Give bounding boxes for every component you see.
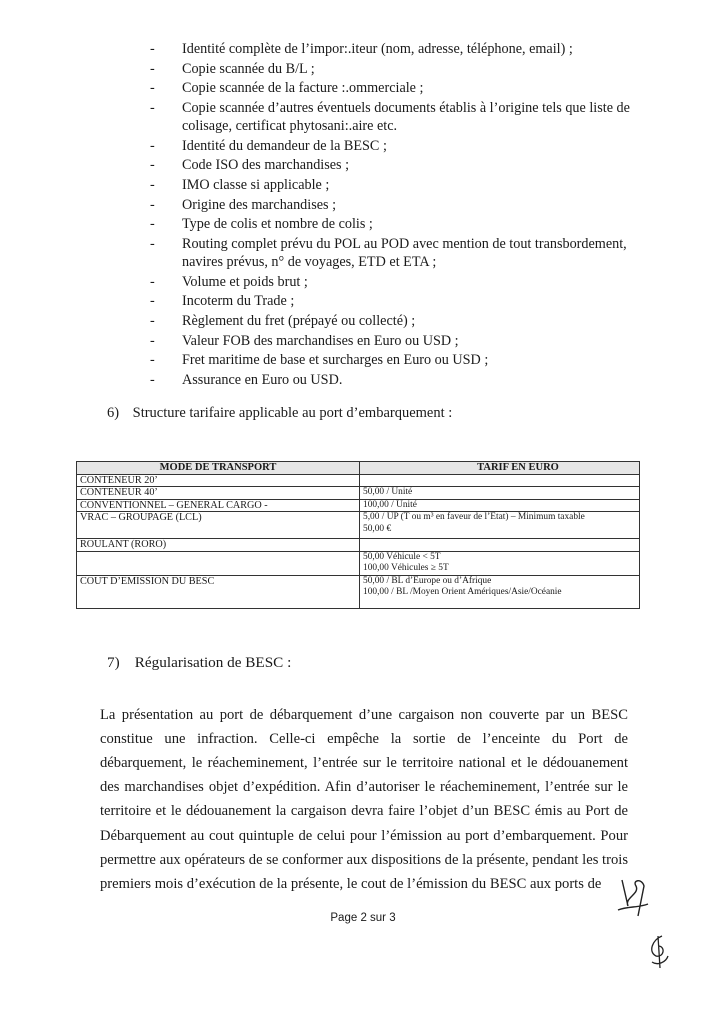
table-cell-tarif: 100,00 / Unité [360, 499, 640, 512]
list-item-text: Identité du demandeur de la BESC ; [182, 137, 387, 154]
bullet-dash: - [150, 235, 155, 252]
table-cell-tarif [360, 474, 640, 487]
table-cell-tarif: 50,00 Véhicule < 5T 100,00 Véhicules ≥ 5T [360, 551, 640, 575]
table-row [77, 499, 640, 512]
bullet-dash: - [150, 332, 155, 349]
table-row [77, 575, 640, 608]
list-item [150, 137, 650, 157]
bullet-dash: - [150, 273, 155, 290]
bullet-dash: - [150, 41, 155, 57]
table-cell-mode: COUT D’EMISSION DU BESC [77, 575, 360, 608]
list-item-text: Origine des marchandises ; [182, 196, 337, 213]
tariff-table-header [77, 462, 640, 475]
table-row [77, 551, 640, 575]
list-item-text: Volume et poids brut ; [182, 273, 308, 290]
list-item-text: Routing complet prévu du POL au POD avec mention de tout transbordement, navires prévus, n° de voyages, ETD et ETA ; [182, 235, 627, 270]
list-item-text: Valeur FOB des marchandises en Euro ou USD ; [182, 332, 459, 349]
section-7-title: Régularisation de BESC : [134, 654, 292, 671]
table-cell-tarif: 50,00 / BL d’Europe ou d’Afrique 100,00 / BL /Moyen Orient Amériques/Asie/Océanie [360, 575, 640, 608]
list-item-text: Code ISO des marchandises ; [182, 157, 350, 174]
list-item-text: Incoterm du Trade ; [182, 293, 295, 310]
table-row [77, 487, 640, 500]
list-item-text: Fret maritime de base et surcharges en Euro ou USD ; [182, 352, 489, 369]
table-cell-tarif: 5,00 / UP (T ou m³ en faveur de l’Etat) – Minimum taxable 50,00 € [360, 512, 640, 539]
list-item [150, 176, 650, 196]
table-cell-mode: CONTENEUR 20’ [77, 474, 360, 487]
table-cell-tarif [360, 539, 640, 552]
regularisation-paragraph: La présentation au port de débarquement d’une cargaison non couverte par un BESC constitue une infraction. Celle-ci empêche la sortie de l’enceinte du Port de débarquement, le réacheminement, l’entrée sur le territoire national et le dédouanement des marchandises objet d’expédition. Afin d’autoriser le réacheminement, l’entrée sur le territoire et le dédouanement la cargaison devra faire l’objet d’un BESC émis au Port de Débarquement au cout quintuple de celui pour l’émission au port d’embarquement. Pour permettre aux opérateurs de se conformer aux dispositions de la présente, pendant les trois premiers mois d’exécution de la présente, le cout de l’émission du BESC aux ports de [100, 706, 628, 893]
section-6-title: Structure tarifaire applicable au port d’embarquement : [132, 405, 453, 421]
header-mode-de-transport: MODE DE TRANSPORT [77, 462, 360, 475]
list-item [150, 215, 650, 235]
table-cell-mode: ROULANT (RORO) [77, 539, 360, 552]
list-item [150, 292, 650, 312]
list-item-text: Copie scannée de la facture :.ommerciale ; [182, 80, 424, 97]
bullet-dash: - [150, 196, 155, 213]
list-item [150, 273, 650, 293]
section-7-heading [107, 654, 291, 672]
list-item [150, 60, 650, 80]
table-cell-mode [77, 551, 360, 575]
header-tarif-en-euro: TARIF EN EURO [360, 462, 640, 475]
bullet-dash: - [150, 293, 155, 310]
table-row [77, 539, 640, 552]
list-item [150, 371, 650, 391]
bullet-dash: - [150, 137, 155, 154]
list-item-text: Règlement du fret (prépayé ou collecté) ; [182, 312, 416, 329]
requirements-list [150, 40, 650, 390]
list-item [150, 332, 650, 352]
list-item [150, 40, 650, 60]
list-item [150, 79, 650, 99]
bullet-dash: - [150, 312, 155, 329]
bullet-dash: - [150, 99, 155, 116]
page-footer: Page 2 sur 3 [330, 912, 396, 924]
table-cell-tarif: 50,00 / Unité [360, 487, 640, 500]
table-cell-mode: CONTENEUR 40’ [77, 487, 360, 500]
bullet-dash: - [150, 80, 155, 97]
list-item-text: Copie scannée d’autres éventuels documents établis à l’origine tels que liste de colisage, certificat phytosani:.aire etc. [182, 99, 630, 134]
bullet-dash: - [150, 176, 155, 193]
table-row [77, 474, 640, 487]
list-item-text: Copie scannée du B/L ; [182, 60, 315, 77]
table-cell-mode: CONVENTIONNEL – GENERAL CARGO - [77, 499, 360, 512]
section-7-number: 7) [107, 654, 120, 671]
handwritten-signature-icon [642, 932, 674, 972]
list-item-text: Assurance en Euro ou USD. [182, 371, 343, 388]
table-cell-mode: VRAC – GROUPAGE (LCL) [77, 512, 360, 539]
bullet-dash: - [150, 216, 155, 233]
list-item [150, 99, 650, 137]
list-item-text: Type de colis et nombre de colis ; [182, 216, 373, 233]
bullet-dash: - [150, 60, 155, 77]
bullet-dash: - [150, 352, 155, 369]
list-item [150, 351, 650, 371]
list-item [150, 196, 650, 216]
section-6-heading [107, 405, 452, 422]
section-6-number: 6) [107, 405, 120, 421]
list-item [150, 235, 650, 273]
table-row [77, 512, 640, 539]
list-item [150, 312, 650, 332]
list-item-text: Identité complète de l’impor:.iteur (nom, adresse, téléphone, email) ; [182, 41, 573, 57]
bullet-dash: - [150, 371, 155, 388]
tariff-table [76, 461, 640, 609]
list-item-text: IMO classe si applicable ; [182, 176, 330, 193]
list-item [150, 156, 650, 176]
bullet-dash: - [150, 157, 155, 174]
